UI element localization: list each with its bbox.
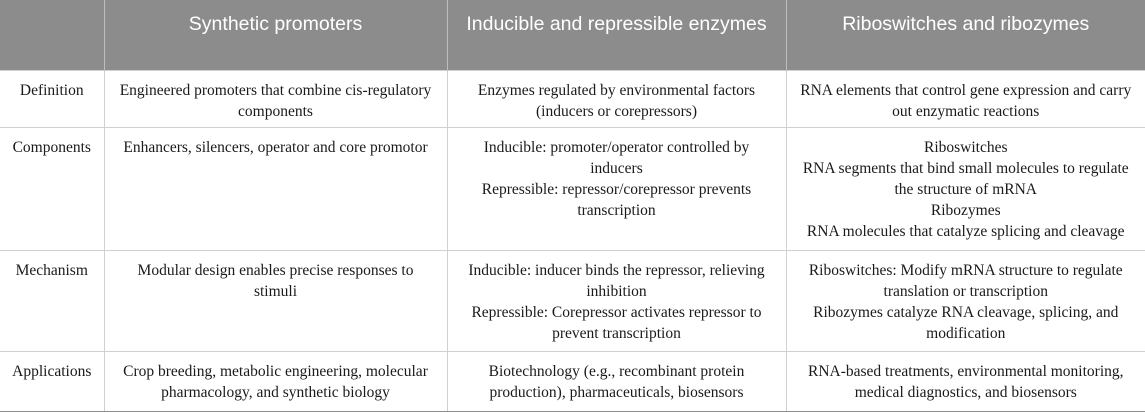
row-label: Mechanism <box>0 250 104 351</box>
header-cell-row-label <box>0 0 104 70</box>
row-label: Components <box>0 127 104 250</box>
header-row <box>0 0 1145 70</box>
table-row-mechanism <box>0 250 1145 351</box>
table-cell: Enhancers, silencers, operator and core promotor <box>104 127 447 250</box>
table-cell: Inducible: inducer binds the repressor, relieving inhibition Repressible: Corepressor activates repressor to prevent transcription <box>447 250 786 351</box>
row-label: Applications <box>0 351 104 411</box>
header-cell-inducible-repressible-enzymes: Inducible and repressible enzymes <box>447 0 786 70</box>
table-cell: Riboswitches: Modify mRNA structure to regulate translation or transcription Ribozymes catalyze RNA cleavage, splicing, and modification <box>786 250 1145 351</box>
table-cell: Enzymes regulated by environmental factors (inducers or corepressors) <box>447 70 786 127</box>
table-row-components <box>0 127 1145 250</box>
table-cell: RNA-based treatments, environmental monitoring, medical diagnostics, and biosensors <box>786 351 1145 411</box>
table-cell: Engineered promoters that combine cis-regulatory components <box>104 70 447 127</box>
row-label: Definition <box>0 70 104 127</box>
table-cell: Riboswitches RNA segments that bind small molecules to regulate the structure of mRNA Ribozymes RNA molecules that catalyze splicing and cleavage <box>786 127 1145 250</box>
table-cell: Inducible: promoter/operator controlled by inducers Repressible: repressor/corepressor prevents transcription <box>447 127 786 250</box>
header-cell-riboswitches-ribozymes: Riboswitches and ribozymes <box>786 0 1145 70</box>
table-row-applications <box>0 351 1145 411</box>
header-cell-synthetic-promoters: Synthetic promoters <box>104 0 447 70</box>
table-row-definition <box>0 70 1145 127</box>
table-cell: RNA elements that control gene expression and carry out enzymatic reactions <box>786 70 1145 127</box>
table-cell: Crop breeding, metabolic engineering, molecular pharmacology, and synthetic biology <box>104 351 447 411</box>
table-cell: Biotechnology (e.g., recombinant protein production), pharmaceuticals, biosensors <box>447 351 786 411</box>
table-cell: Modular design enables precise responses to stimuli <box>104 250 447 351</box>
